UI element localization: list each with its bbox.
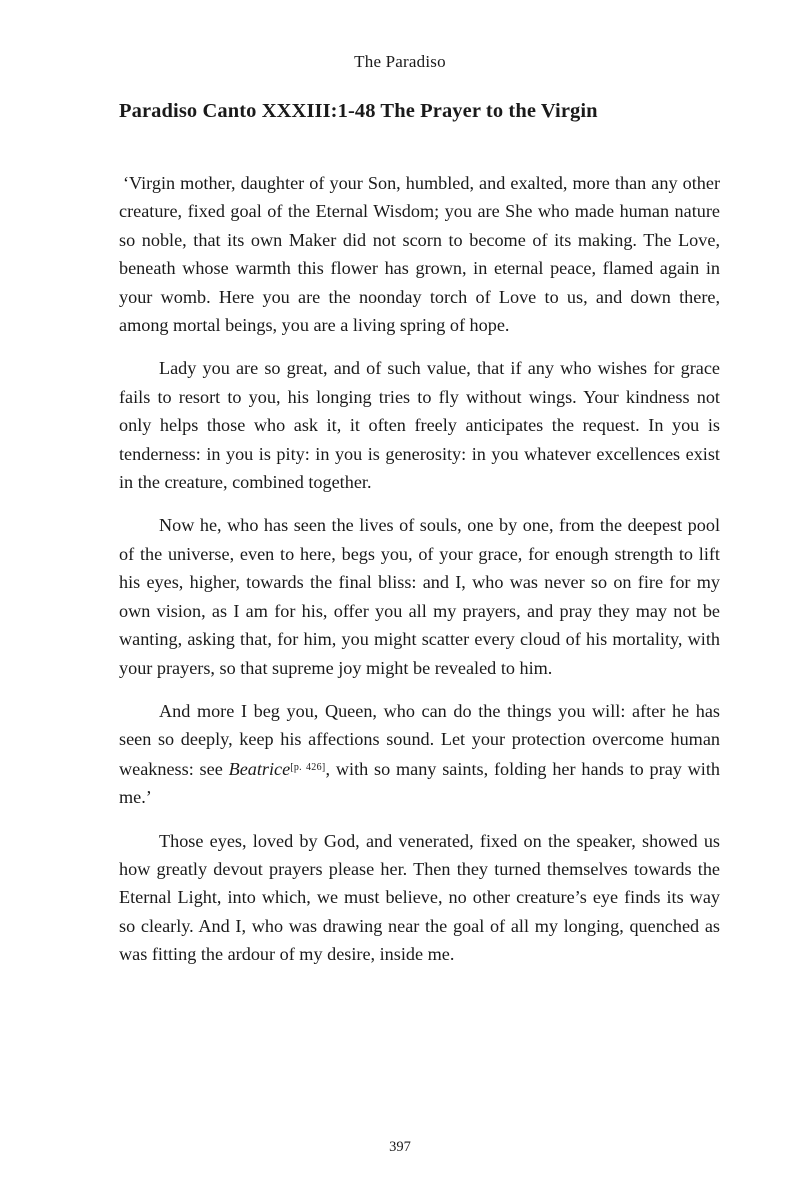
page-number: 397 bbox=[389, 1139, 411, 1155]
paragraph-3: Now he, who has seen the lives of souls, one by one, from the deepest pool of the universe, even to here, begs you, of your grace, for enough strength to lift his eyes, higher, towards the final bliss: and I, who was never so on fire for my own vision, as I am for his, offer you all my prayers, and pray they may not be wanting, asking that, for him, you might scatter every cloud of his mortality, with your prayers, so that supreme joy might be revealed to him. bbox=[119, 515, 720, 678]
page-reference: [p. 426] bbox=[290, 761, 326, 773]
paragraph-4-text-before: And more I beg you, Queen, who can do the things you will: after he has seen so deeply, keep his affections sound. Let your protection overcome human weakness: see bbox=[119, 700, 720, 779]
paragraph-4 bbox=[119, 697, 720, 812]
running-head: The Paradiso bbox=[354, 52, 446, 71]
paragraph-5: Those eyes, loved by God, and venerated, fixed on the speaker, showed us how greatly devout prayers please her. Then they turned themselves towards the Eternal Light, into which, we must believe, no other creature’s eye finds its way so clearly. And I, who was drawing near the goal of all my longing, quenched as was fitting the ardour of my desire, inside me. bbox=[119, 830, 720, 965]
paragraph-1: ‘Virgin mother, daughter of your Son, humbled, and exalted, more than any other creature, fixed goal of the Eternal Wisdom; you are She who made human nature so noble, that its own Maker did not scorn to become of its making. The Love, beneath whose warmth this flower has grown, in eternal peace, flamed again in your womb. Here you are the noonday torch of Love to us, and down there, among mortal beings, you are a living spring of hope. bbox=[119, 173, 720, 336]
section-title: Paradiso Canto XXXIII:1-48 The Prayer to the Virgin bbox=[119, 100, 598, 122]
paragraph-4-text-after: , with so many saints, folding her hands to pray with me.’ bbox=[119, 758, 720, 808]
body-text bbox=[119, 169, 720, 984]
beatrice-link[interactable]: Beatrice bbox=[228, 758, 291, 779]
paragraph-2: Lady you are so great, and of such value, that if any who wishes for grace fails to resort to you, his longing tries to fly without wings. Your kindness not only helps those who ask it, it often freely anticipates the request. In you is tenderness: in you is pity: in you is generosity: in you whatever excellences exist in the creature, combined together. bbox=[119, 358, 720, 493]
